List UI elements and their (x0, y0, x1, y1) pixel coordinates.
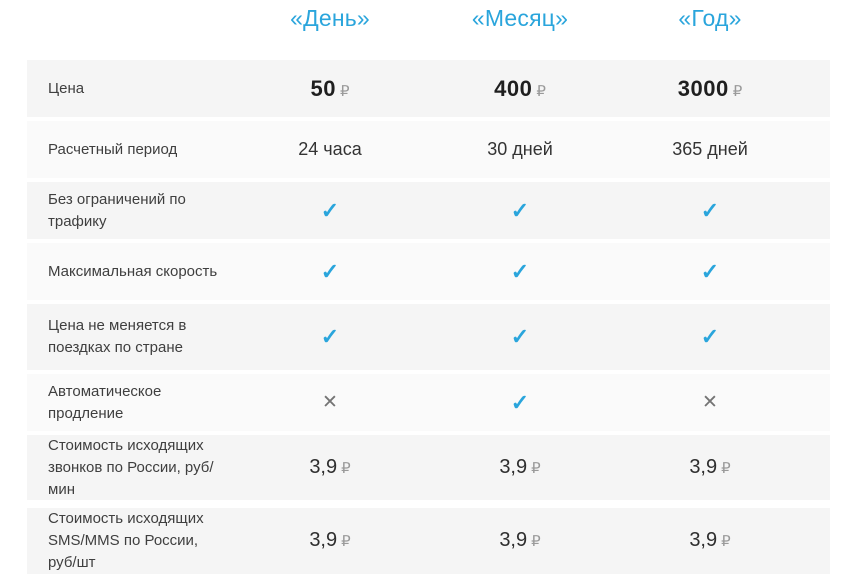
price-cell-day (235, 76, 425, 102)
table-row-billing-period (27, 121, 830, 178)
check-icon: ✓ (510, 324, 530, 349)
check-icon: ✓ (700, 258, 720, 284)
rate-value: 3,9 (309, 529, 338, 552)
ruble-sign: ₽ (339, 82, 350, 100)
period-cell-year (615, 139, 805, 160)
period-cell-month (425, 139, 615, 160)
table-row-fixed-price-travel (27, 304, 830, 370)
price-value: 3000 (677, 75, 729, 101)
check-icon: ✓ (320, 324, 340, 349)
row-label: Расчетный период (48, 140, 178, 158)
rate-value: 3,9 (499, 456, 528, 479)
rate-value: 3,9 (499, 529, 528, 552)
row-label: Стоимость исходящих звонков по России, руб/мин (48, 437, 214, 498)
check-icon: ✓ (320, 258, 340, 284)
cross-icon: ✕ (322, 392, 338, 413)
check-icon: ✓ (320, 197, 340, 223)
rate-value: 3,9 (689, 456, 718, 479)
table-row-outgoing-calls-cost (27, 435, 830, 500)
ruble-sign: ₽ (341, 533, 351, 551)
column-header-day: «День» (290, 5, 370, 31)
period-value: 24 часа (298, 139, 362, 159)
rate-value: 3,9 (309, 456, 338, 479)
ruble-sign: ₽ (531, 460, 541, 478)
ruble-sign: ₽ (341, 460, 351, 478)
period-value: 365 дней (672, 139, 748, 159)
column-header-year: «Год» (678, 5, 742, 31)
table-row-price (27, 60, 830, 117)
period-cell-day (235, 139, 425, 160)
price-value: 400 (494, 75, 533, 101)
check-icon: ✓ (510, 389, 530, 415)
table-row-outgoing-sms-cost (27, 508, 830, 573)
table-row-max-speed (27, 243, 830, 300)
row-label: Цена (48, 79, 85, 97)
ruble-sign: ₽ (721, 460, 731, 478)
check-icon: ✓ (700, 324, 720, 349)
price-cell-year (615, 76, 805, 102)
row-label: Цена не меняется в поездках по стране (48, 317, 187, 356)
table-row-unlimited-traffic (27, 182, 830, 239)
ruble-sign: ₽ (732, 82, 743, 100)
ruble-sign: ₽ (721, 533, 731, 551)
price-value: 50 (310, 75, 336, 101)
ruble-sign: ₽ (536, 82, 546, 100)
check-icon: ✓ (510, 258, 530, 284)
cross-icon: ✕ (702, 392, 718, 413)
check-icon: ✓ (510, 197, 530, 223)
ruble-sign: ₽ (531, 533, 541, 551)
check-icon: ✓ (700, 197, 720, 223)
tariff-comparison-table (27, 0, 830, 578)
table-header-row (27, 0, 830, 60)
row-label: Стоимость исходящих SMS/MMS по России, руб/шт (48, 510, 204, 571)
table-row-auto-renewal (27, 374, 830, 431)
period-value: 30 дней (487, 139, 553, 159)
row-label: Без ограничений по трафику (48, 190, 186, 230)
row-label: Автоматическое продление (48, 382, 162, 422)
price-cell-month (425, 76, 615, 102)
column-header-month: «Месяц» (471, 5, 569, 31)
row-label: Максимальная скорость (48, 262, 218, 280)
rate-value: 3,9 (689, 529, 718, 552)
